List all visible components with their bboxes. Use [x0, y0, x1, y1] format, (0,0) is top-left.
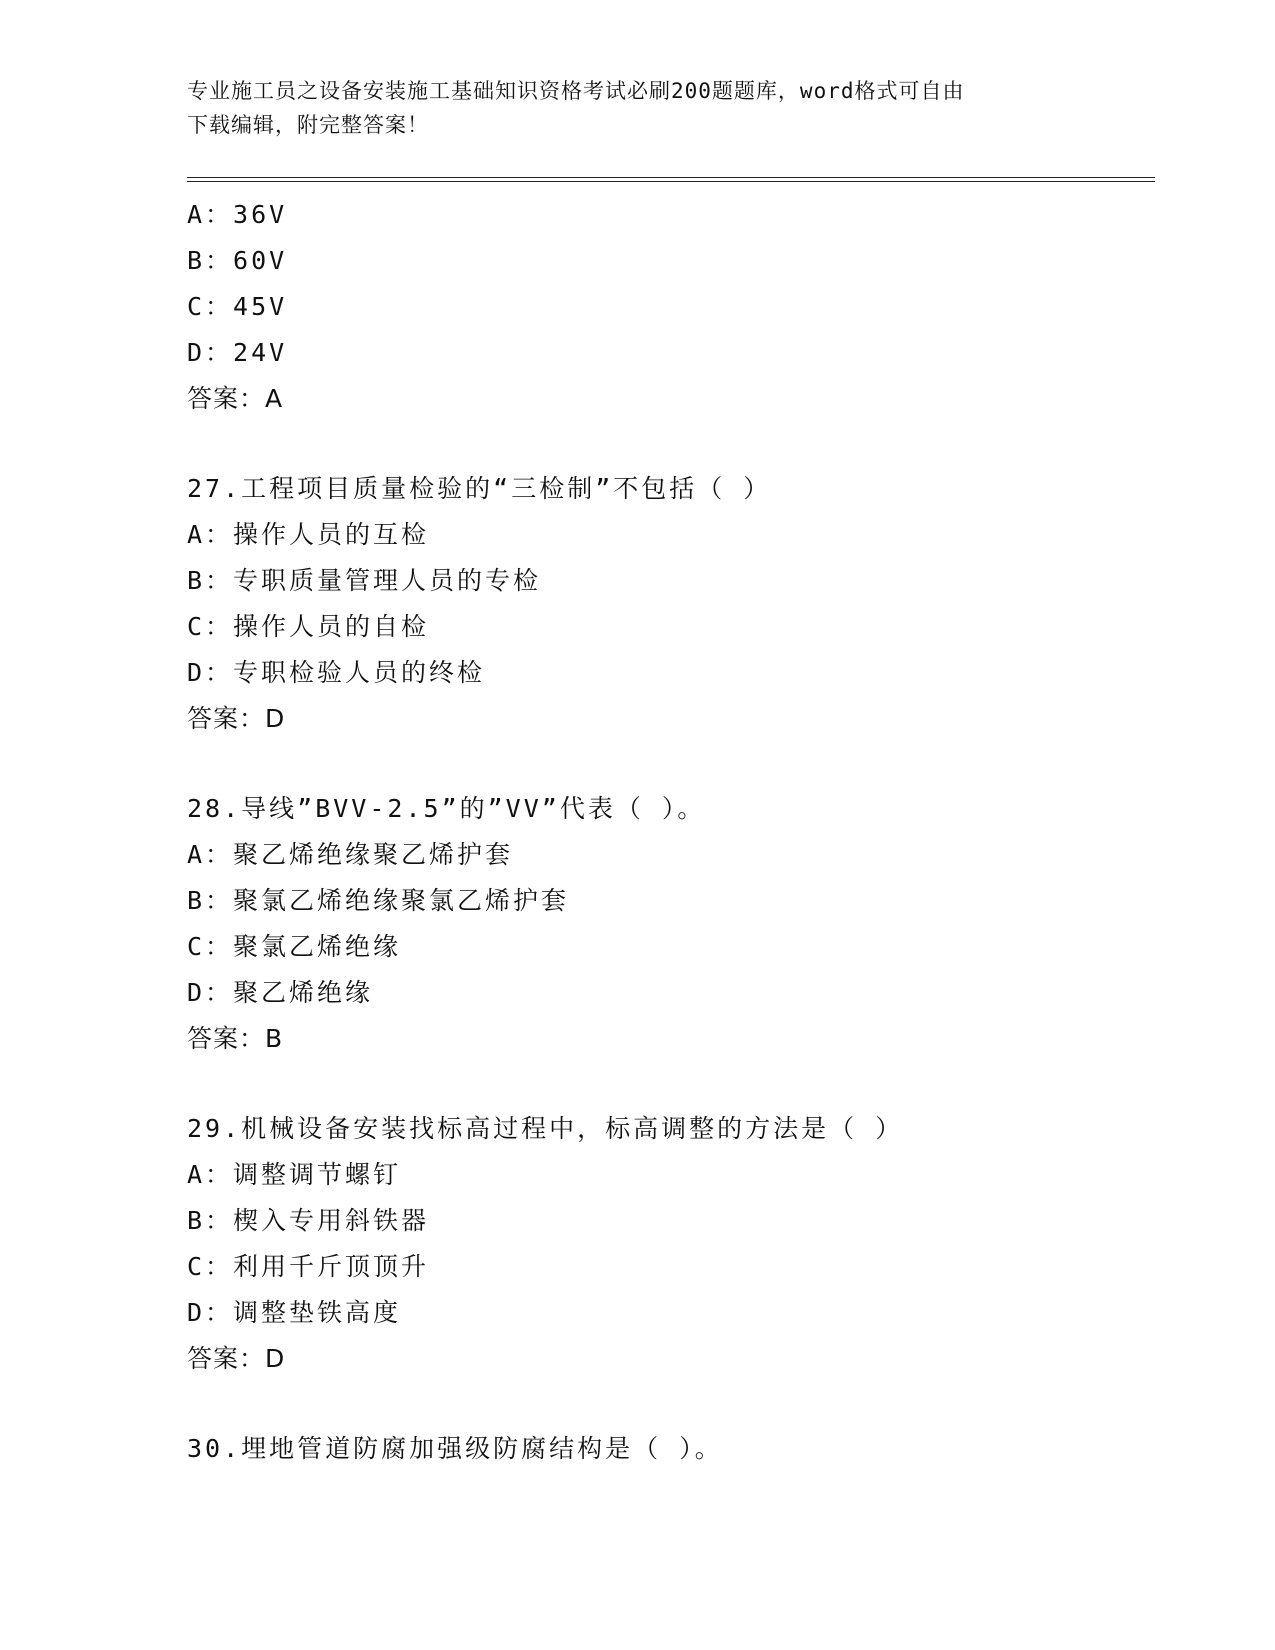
option-c: C：操作人员的自检: [187, 612, 430, 641]
answer: 答案：B: [187, 1024, 284, 1053]
answer: 答案：A: [187, 384, 284, 413]
option-b: B：楔入专用斜铁器: [187, 1206, 430, 1235]
question-27: [187, 466, 1155, 742]
option-d: D：聚乙烯绝缘: [187, 978, 374, 1007]
question-stem: 27.工程项目质量检验的“三检制”不包括（ ）: [187, 474, 772, 503]
option-d: D：24V: [187, 338, 288, 367]
header-divider-top: [187, 177, 1155, 178]
question-29: [187, 1106, 1155, 1382]
answer: 答案：D: [187, 1344, 286, 1373]
option-a: A：聚乙烯绝缘聚乙烯护套: [187, 840, 514, 869]
document-header: [187, 74, 1087, 142]
header-line-2: 下载编辑，附完整答案！: [187, 113, 429, 137]
header-divider-bottom: [187, 181, 1155, 182]
question-26-tail: [187, 192, 1155, 422]
header-line-1: 专业施工员之设备安装施工基础知识资格考试必刷200题题库，word格式可自由: [187, 79, 965, 103]
option-a: A：操作人员的互检: [187, 520, 430, 549]
question-stem: 28.导线”BVV-2.5”的”VV”代表（ ）。: [187, 794, 706, 823]
option-a: A：调整调节螺钉: [187, 1160, 402, 1189]
option-d: D：调整垫铁高度: [187, 1298, 402, 1327]
option-c: C：聚氯乙烯绝缘: [187, 932, 402, 961]
option-c: C：利用千斤顶顶升: [187, 1252, 430, 1281]
question-28: [187, 786, 1155, 1062]
question-stem: 29.机械设备安装找标高过程中，标高调整的方法是（ ）: [187, 1114, 904, 1143]
option-d: D：专职检验人员的终检: [187, 658, 486, 687]
option-a: A：36V: [187, 200, 288, 229]
answer: 答案：D: [187, 704, 286, 733]
option-b: B：60V: [187, 246, 288, 275]
question-30: [187, 1426, 1155, 1472]
option-b: B：专职质量管理人员的专检: [187, 566, 542, 595]
question-list: [187, 192, 1155, 1472]
question-stem: 30.埋地管道防腐加强级防腐结构是（ ）。: [187, 1434, 723, 1463]
option-c: C：45V: [187, 292, 288, 321]
option-b: B：聚氯乙烯绝缘聚氯乙烯护套: [187, 886, 570, 915]
